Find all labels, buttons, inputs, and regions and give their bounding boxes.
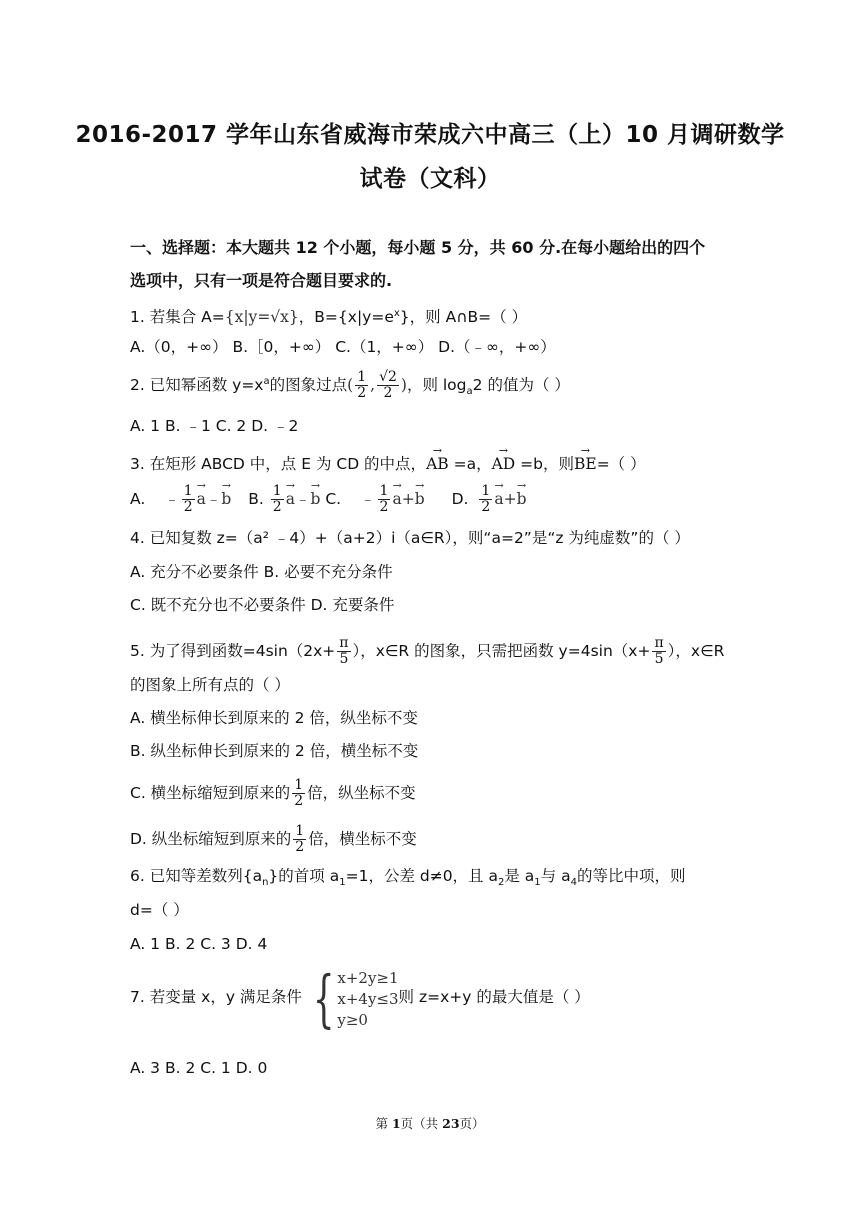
- fraction-root2-over-2: $\frac{√2}{2}$: [379, 369, 397, 401]
- vector-ad: → AD: [492, 450, 516, 474]
- question-6-stem: 6. 已知等差数列$\{a_n\}$的首项 $a_1=1$，公差 d≠0，且 $a_2$是 $a_1$与 $a_4$的等比中项，则: [130, 867, 686, 889]
- question-5-option-b: B. 纵坐标伸长到原来的 2 倍，横坐标不变: [130, 742, 419, 760]
- fraction-one-half: $\frac{1}{2}$: [357, 369, 367, 401]
- fraction-pi-over-5: $\frac{\pi}{5}$: [339, 635, 349, 667]
- question-5-stem-line2: 的图象上所有点的（ ）: [130, 676, 290, 694]
- question-6-stem-line2: d=（ ）: [130, 901, 189, 919]
- constraint-system: { x+2y≥1 x+4y≤3 y≥0: [312, 962, 399, 1035]
- set-a-formula: {x|y=√x}: [224, 308, 299, 327]
- question-7-options: A. 3 B. 2 C. 1 D. 0: [130, 1059, 268, 1077]
- vector-be: → BE: [574, 450, 597, 474]
- vector-ab: → AB: [426, 450, 449, 474]
- section-heading-line2: 选项中，只有一项是符合题目要求的.: [130, 271, 393, 290]
- section-heading-line1: 一、选择题：本大题共 12 个小题，每小题 5 分，共 60 分.在每小题给出的四个: [130, 238, 706, 257]
- question-1-stem: 1. 若集合 A={x|y=√x}，$B=\{x|y=e^x\}$，则 A∩B=（ ）: [130, 308, 528, 327]
- question-4-stem: 4. 已知复数 z=（a² ﹣4）+（a+2）i（a∈R），则“a=2”是“z 为纯虚数”的（ ）: [130, 529, 690, 547]
- question-5-option-a: A. 横坐标伸长到原来的 2 倍，纵坐标不变: [130, 709, 418, 727]
- page-footer: 第 1页（共 23页）: [375, 1116, 485, 1131]
- question-2-stem: 2. 已知幂函数 $y=x^a$的图象过点( $\frac{1}{2}$ , $\frac{√2}{2}$ )，则 $\log_a2$ 的值为（ ）: [130, 369, 570, 401]
- question-4-options-2: C. 既不充分也不必要条件 D. 充要条件: [130, 596, 395, 614]
- question-5-option-c: C. 横坐标缩短到原来的 $\frac{1}{2}$ 倍，纵坐标不变: [130, 777, 416, 809]
- page-title-line2: 试卷（文科）: [359, 166, 501, 192]
- question-3-stem: 3. 在矩形 ABCD 中，点 E 为 CD 的中点，→ AB =a，→ AD =b，则→ BE=（ ）: [130, 450, 646, 474]
- page-title-line1: 2016-2017 学年山东省威海市荣成六中高三（上）10 月调研数学: [75, 122, 785, 148]
- question-4-options-1: A. 充分不必要条件 B. 必要不充分条件: [130, 563, 393, 581]
- question-5-stem: 5. 为了得到函数=4sin（2x+ $\frac{\pi}{5}$ ），x∈R 的图象，只需把函数 y=4sin（x+ $\frac{\pi}{5}$ ），x∈R: [130, 635, 725, 667]
- fraction-pi-over-5: $\frac{\pi}{5}$: [654, 635, 664, 667]
- question-2-options: A. 1 B. ﹣1 C. 2 D. ﹣2: [130, 417, 299, 435]
- question-1-options: A.（0，+∞） B.［0，+∞） C.（1，+∞） D.（﹣∞，+∞）: [130, 338, 556, 356]
- question-5-option-d: D. 纵坐标缩短到原来的 $\frac{1}{2}$ 倍，横坐标不变: [130, 823, 417, 855]
- question-3-options: A. ﹣ $\frac{1}{2}$ → a﹣→ b B. $\frac{1}{2}$ → a﹣→ b C. ﹣ $\frac{1}{2}$ → a+→ b D. $\frac{1}{2}$ → a+→ b: [130, 484, 527, 515]
- question-7-stem: 7. 若变量 x，y 满足条件 { x+2y≥1 x+4y≤3 y≥0 则 z=x+y 的最大值是（ ）: [130, 962, 590, 1035]
- question-6-options: A. 1 B. 2 C. 3 D. 4: [130, 935, 268, 953]
